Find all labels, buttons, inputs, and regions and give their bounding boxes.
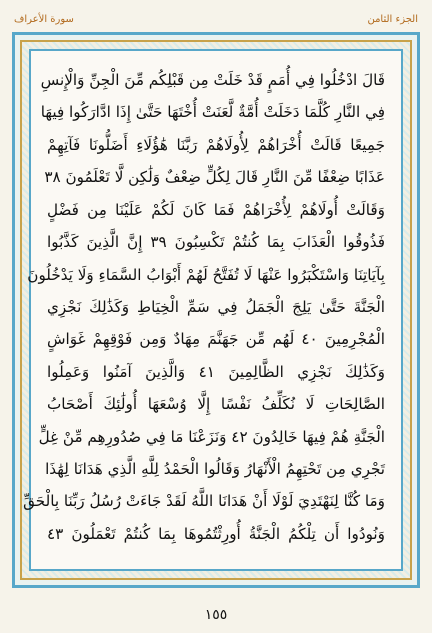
text-line: تَجْرِي مِن تَحْتِهِمُ الْأَنْهَارُ وَقَالُوا الْحَمْدُ لِلَّهِ الَّذِي هَدَانَا لِهَٰذَا bbox=[45, 460, 385, 479]
text-line: وَقَالَتْ أُولَاهُمْ لِأُخْرَاهُمْ فَمَا كَانَ لَكُمْ عَلَيْنَا مِن فَضْلٍ bbox=[47, 200, 385, 219]
text-line: الصَّالِحَاتِ لَا نُكَلِّفُ نَفْسًا إِلَّا وُسْعَهَا أُولَٰئِكَ أَصْحَابُ bbox=[47, 395, 385, 414]
text-line: قَالَ ادْخُلُوا فِي أُمَمٍ قَدْ خَلَتْ مِن قَبْلِكُم مِّنَ الْجِنِّ وَالْإِنسِ bbox=[40, 71, 385, 89]
page-header bbox=[14, 10, 418, 32]
text-line: الْجَنَّةَ حَتَّىٰ يَلِجَ الْجَمَلُ فِي سَمِّ الْخِيَاطِ وَكَذَٰلِكَ نَجْزِي bbox=[47, 297, 385, 316]
text-line: فَذُوقُوا الْعَذَابَ بِمَا كُنتُمْ تَكْسِبُونَ ٣٩ إِنَّ الَّذِينَ كَذَّبُوا bbox=[47, 233, 385, 252]
quran-text bbox=[23, 71, 386, 553]
text-line: جَمِيعًا قَالَتْ أُخْرَاهُمْ لِأُولَاهُمْ رَبَّنَا هَٰؤُلَاءِ أَضَلُّونَا فَآتِهِمْ bbox=[47, 135, 385, 154]
text-line: بِآيَاتِنَا وَاسْتَكْبَرُوا عَنْهَا لَا تُفَتَّحُ لَهُمْ أَبْوَابُ السَّمَاءِ وَلَا يَدْخُلُونَ bbox=[27, 265, 385, 284]
juz-name: الجزء الثامن bbox=[367, 14, 418, 25]
frame-border-pattern bbox=[20, 40, 412, 580]
text-line: فِي النَّارِ كُلَّمَا دَخَلَتْ أُمَّةٌ لَّعَنَتْ أُخْتَهَا حَتَّىٰ إِذَا ادَّارَكُوا فِيهَا bbox=[40, 103, 385, 122]
page-number: ١٥٥ bbox=[204, 607, 228, 623]
text-line: عَذَابًا ضِعْفًا مِّنَ النَّارِ قَالَ لِكُلٍّ ضِعْفٌ وَلَٰكِن لَّا تَعْلَمُونَ ٣٨ bbox=[44, 168, 385, 187]
text-line: وَكَذَٰلِكَ نَجْزِي الظَّالِمِينَ ٤١ وَالَّذِينَ آمَنُوا وَعَمِلُوا bbox=[47, 362, 386, 381]
text-line: وَنُودُوا أَن تِلْكُمُ الْجَنَّةُ أُورِثْتُمُوهَا بِمَا كُنتُمْ تَعْمَلُونَ ٤٣ bbox=[47, 524, 385, 543]
text-line: وَمَا كُنَّا لِنَهْتَدِيَ لَوْلَا أَنْ هَدَانَا اللَّهُ لَقَدْ جَاءَتْ رُسُلُ رَبِّنَا بِالْحَقِّ bbox=[23, 492, 385, 511]
ornamental-frame bbox=[12, 32, 420, 588]
text-line: الْجَنَّةِ هُمْ فِيهَا خَالِدُونَ ٤٢ وَنَزَعْنَا مَا فِي صُدُورِهِم مِّنْ غِلٍّ bbox=[38, 427, 385, 446]
surah-name: سورة الأعراف bbox=[14, 14, 74, 25]
text-line: الْمُجْرِمِينَ ٤٠ لَهُم مِّن جَهَنَّمَ مِهَادٌ وَمِن فَوْقِهِمْ غَوَاشٍ bbox=[47, 330, 385, 349]
text-panel bbox=[23, 49, 403, 571]
